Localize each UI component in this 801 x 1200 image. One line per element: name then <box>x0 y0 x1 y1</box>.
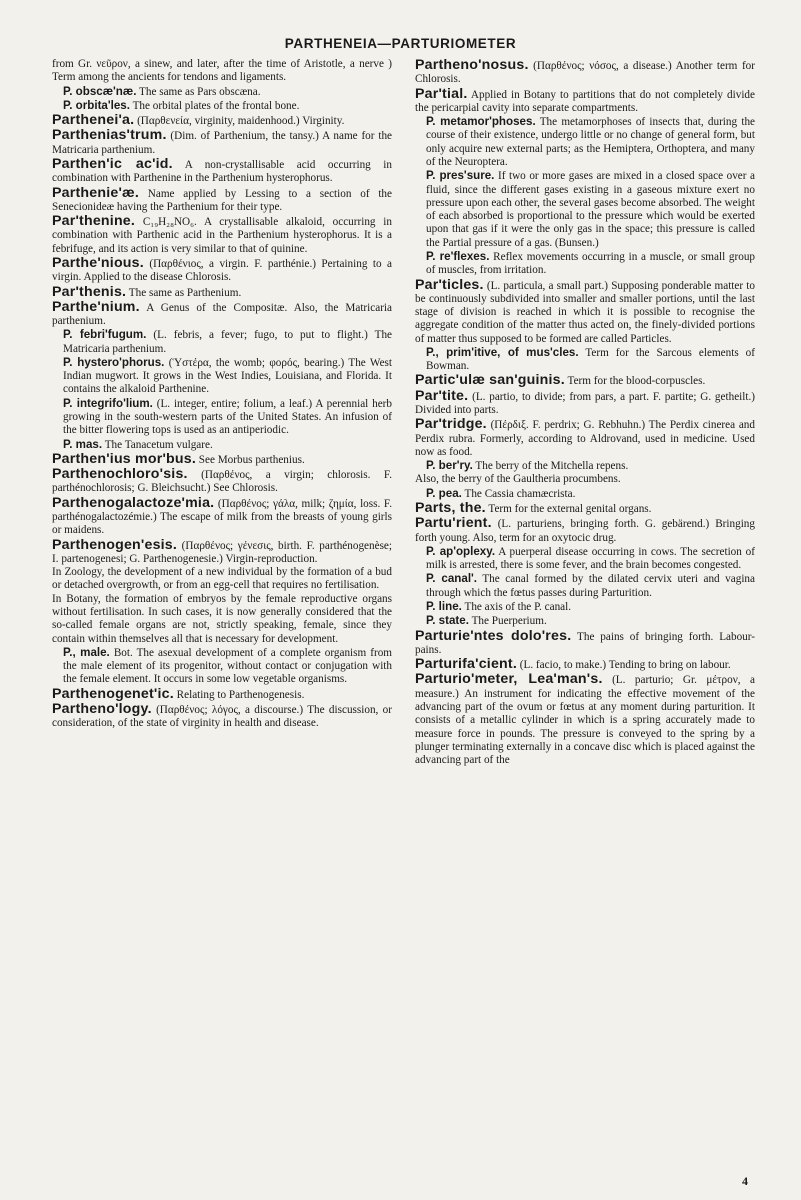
entry-definition: The Tanacetum vulgare. <box>104 438 213 451</box>
entry-definition: In Botany, the formation of embryos by the female reproductive organs without fertilisation. In such cases, it is now generally considered that the so-called female organs are not, strictly speaking, female, since they contain within themselves all that is necessary for development. <box>52 592 392 645</box>
entry-definition: (L. febris, a fever; fugo, to put to flight.) The Matricaria parthenium. <box>63 329 392 355</box>
dictionary-entry <box>415 276 755 346</box>
entry-headword: P. re'flexes. <box>426 249 490 263</box>
entry-headword: P. orbita'les. <box>63 98 130 112</box>
dictionary-entry <box>52 536 392 567</box>
dictionary-entry <box>52 566 392 593</box>
dictionary-entry <box>415 658 755 672</box>
dictionary-entry <box>415 614 755 628</box>
entry-definition: from Gr. νεῦρον, a sinew, and later, after the time of Aristotle, a nerve ) Term among the ancients for tendons and ligaments. <box>52 58 392 84</box>
entry-headword: P. metamor'phoses. <box>426 115 536 129</box>
dictionary-entry <box>52 397 392 438</box>
entry-headword: P. pres'sure. <box>426 169 495 183</box>
left-column <box>52 58 392 731</box>
entry-definition: (L. particula, a small part.) Supposing ponderable matter to be continuously subdivided into smaller and smaller portions, until the last stage of division is reached in which it is possible to recognise the aggregate condition of the matter thus acted on, the finely-divided portions of matter thus supposed to be formed are called Particles. <box>415 279 755 345</box>
entry-headword: P. febri'fugum. <box>63 328 147 342</box>
entry-headword: Parts, the. <box>415 500 486 516</box>
entry-definition: (Παρθένος; γένεσις, birth. F. parthénogenèse; I. partenogenesi; G. Parthenogenesie.) Virgin-reproduction. <box>52 539 392 565</box>
entry-headword: P. state. <box>426 614 469 628</box>
dictionary-entry <box>52 328 392 356</box>
entry-definition: A puerperal disease occurring in cows. The secretion of milk is arrested, there is some fever, and the brain becomes congested. <box>426 545 755 572</box>
entry-definition: (L. parturio; Gr. μέτρον, a measure.) An instrument for indicating the effective movement of the advancing part of the ovum or fœtus at any moment during parturition. It consists of a metallic cylinder in which is a spring accurately made to measure force in pounds. The pressure is conveyed to the spring by a plunger terminating externally in a concave disc which is placed against the advancing part of the <box>415 674 755 767</box>
dictionary-entry <box>415 169 755 250</box>
dictionary-entry <box>415 115 755 169</box>
entry-definition: (Παρθένος; λόγος, a discourse.) The discussion, or consideration, of the state of virginity in health and disease. <box>52 703 393 730</box>
dictionary-entry <box>52 129 392 157</box>
entry-headword: P. obscæ'næ. <box>63 84 137 98</box>
entry-definition: (Παρθένος, a virgin; chlorosis. F. parthénochlorosis; G. Bleichsucht.) See Chlorosis. <box>52 469 392 495</box>
dictionary-entry <box>52 468 392 496</box>
entry-definition: Reflex movements occurring in a muscle, or small group of muscles, from irritation. <box>426 250 756 277</box>
entry-headword: Parthen'ic ac'id. <box>52 155 173 172</box>
entry-definition: The metamorphoses of insects that, during the course of their existence, undergo little or no change of general form, but only acquire new external parts; as the Hemiptera, Orthoptera, and many of the Neuroptera. <box>426 116 755 168</box>
entry-headword: P. integrifo'lium. <box>63 396 153 410</box>
entry-definition: Also, the berry of the Gaultheria procumbens. <box>415 473 621 486</box>
entry-definition: See Morbus parthenius. <box>198 453 305 466</box>
dictionary-entry <box>52 494 393 538</box>
entry-definition: Relating to Parthenogenesis. <box>176 688 305 701</box>
dictionary-entry <box>415 502 755 516</box>
entry-definition: (Πέρδιξ. F. perdrix; G. Rebhuhn.) The Perdix cinerea and Perdix rubra. Formerly, according to Aldrovand, used in medicine. Used now as food. <box>415 419 755 458</box>
dictionary-entry <box>415 627 755 658</box>
dictionary-entry <box>52 646 392 687</box>
entry-headword: Partu'rient. <box>415 515 492 532</box>
dictionary-entry <box>52 685 392 702</box>
entry-definition: Applied in Botany to partitions that do not completely divide the pericarpial cavity into separate compartments. <box>415 88 755 114</box>
dictionary-entry <box>52 58 392 85</box>
entry-definition: (Ὑστέρα, the womb; φορός, bearing.) The West Indian mugwort. It grows in the West Indies, Louisiana, and Florida. It contains the alkaloid Parthenine. <box>63 356 393 396</box>
entry-headword: Parturifa'cient. <box>415 656 517 673</box>
dictionary-entry <box>415 545 755 573</box>
entry-headword: Parthe'nium. <box>52 298 140 315</box>
dictionary-entry <box>415 346 755 374</box>
entry-headword: Parthenei'a. <box>52 112 135 129</box>
dictionary-entry <box>415 459 755 473</box>
entry-definition: Term for the blood-corpuscles. <box>567 375 706 388</box>
entry-definition: The pains of bringing forth. Labour-pains. <box>415 630 755 656</box>
entry-definition: A Genus of the Compositæ. Also, the Matricaria parthenium. <box>52 301 392 328</box>
entry-headword: P., prim'itive, of mus'cles. <box>426 345 579 359</box>
dictionary-entry <box>52 85 392 99</box>
entry-headword: P. hystero'phorus. <box>63 355 165 369</box>
entry-definition: The Puerperium. <box>471 615 547 628</box>
dictionary-entry <box>415 600 755 614</box>
entry-headword: Par'tite. <box>415 387 469 404</box>
dictionary-entry <box>52 450 392 467</box>
entry-definition: (Dim. of Parthenium, the tansy.) A name for the Matricaria parthenium. <box>52 130 392 156</box>
dictionary-entry <box>52 438 392 452</box>
dictionary-entry <box>415 487 755 501</box>
entry-definition: The same as Parthenium. <box>128 286 242 299</box>
entry-headword: P. pea. <box>426 486 462 500</box>
dictionary-entry <box>415 517 755 545</box>
dictionary-entry <box>52 356 392 397</box>
entry-definition: If two or more gases are mixed in a closed space over a fluid, since the different gases existing in a gaseous mixture exert no pressure upon each other, the several gases become absorbed. The weight of each absorbed is proportional to the pressure which would be exerted upon that gas if it were the only gas in the space; this pressure is called the Partial pressure of a gas. (Bunsen.) <box>426 170 756 249</box>
dictionary-entry <box>415 374 755 388</box>
entry-headword: Par'tial. <box>415 85 468 102</box>
dictionary-entry <box>52 298 392 329</box>
entry-definition: (L. integer, entire; folium, a leaf.) A perennial herb growing in the south-western parts of the United States. An infusion of the bitter flowering tops is used as an antiperiodic. <box>63 397 392 437</box>
entry-headword: P. ber'ry. <box>426 459 473 473</box>
entry-headword: Partic'ulæ san'guinis. <box>415 372 565 389</box>
entry-headword: Parthenogalactoze'mia. <box>52 494 215 511</box>
dictionary-entry <box>415 85 755 116</box>
entry-headword: Parthen'ius mor'bus. <box>52 450 196 467</box>
dictionary-entry <box>52 254 392 285</box>
dictionary-entry <box>415 473 755 486</box>
entry-headword: Parthe'nious. <box>52 254 144 271</box>
entry-definition: Term for the external genital organs. <box>488 503 652 515</box>
entry-definition: (Παρθένιος, a virgin. F. parthénie.) Pertaining to a virgin. Applied to the disease Chlorosis. <box>52 257 392 284</box>
entry-headword: P. ap'oplexy. <box>426 544 496 558</box>
entry-definition: The berry of the Mitchella repens. <box>475 460 629 473</box>
entry-definition: (L. facio, to make.) Tending to bring on labour. <box>519 659 731 672</box>
entry-definition: A non-crystallisable acid occurring in combination with Parthenine in the Parthenium hysterophorus. <box>52 158 392 185</box>
entry-headword: Par'thenine. <box>52 213 136 230</box>
entry-definition: The axis of the P. canal. <box>464 600 572 613</box>
entry-definition: Bot. The asexual development of a complete organism from the male element of its progenitor, without contact or conjugation with the female element. It occurs in some low vegetable organisms. <box>63 646 392 686</box>
entry-definition: (Παρθένος; νόσος, a disease.) Another term for Chlorosis. <box>415 60 755 86</box>
entry-headword: Par'tridge. <box>415 416 487 433</box>
entry-definition: (Παρθένος; γάλα, milk; ζημία, loss. F. parthénogalactozémie.) The escape of milk from the breasts of young girls or maidens. <box>52 497 393 537</box>
entry-definition: (L. parturiens, bringing forth. G. gebärend.) Bringing forth young. Also, term for an oxytocic drug. <box>415 518 755 544</box>
dictionary-entry <box>415 250 755 278</box>
entry-definition: Term for the Sarcous elements of Bowman. <box>426 346 755 373</box>
entry-headword: Parthenias'trum. <box>52 127 167 144</box>
entry-definition: (L. partio, to divide; from pars, a part. F. partite; G. getheilt.) Divided into parts. <box>415 390 756 417</box>
entry-headword: Par'ticles. <box>415 276 484 293</box>
dictionary-entry <box>52 593 392 646</box>
dictionary-entry <box>52 114 392 128</box>
entry-headword: P. line. <box>426 599 462 613</box>
dictionary-entry <box>415 418 755 459</box>
right-column <box>415 58 755 767</box>
entry-headword: P. canal'. <box>426 572 478 586</box>
entry-headword: P. mas. <box>63 437 103 451</box>
dictionary-entry <box>52 283 392 300</box>
dictionary-entry <box>415 387 756 418</box>
entry-definition: (Παρθενεία, virginity, maidenhood.) Virginity. <box>137 115 345 128</box>
entry-definition: The Cassia chamæcrista. <box>464 487 576 500</box>
entry-headword: Par'thenis. <box>52 283 127 300</box>
entry-headword: P., male. <box>63 645 110 659</box>
dictionary-entry <box>52 99 392 113</box>
entry-headword: Parthenogenet'ic. <box>52 685 174 702</box>
entry-definition: C₁₉H₂₈NO₆. A crystallisable alkaloid, occurring in combination with Parthenic acid in the Parthenium hysterophorus. It is a febrifuge, and its action is very similar to that of quinine. <box>52 216 392 255</box>
entry-definition: The same as Pars obscæna. <box>139 85 261 98</box>
entry-headword: Parturio'meter, Lea'man's. <box>415 671 603 688</box>
dictionary-entry <box>415 59 755 87</box>
entry-headword: Parthenogen'esis. <box>52 536 178 553</box>
dictionary-entry <box>52 215 392 256</box>
entry-definition: The canal formed by the dilated cervix uteri and vagina through which the fœtus passes during Parturition. <box>426 573 755 599</box>
entry-definition: The orbital plates of the frontal bone. <box>132 99 300 112</box>
entry-headword: Partheno'logy. <box>52 700 152 717</box>
dictionary-entry <box>52 155 392 186</box>
dictionary-entry <box>52 700 393 731</box>
running-head: PARTHENEIA—PARTURIOMETER <box>284 36 517 51</box>
dictionary-entry <box>415 673 755 767</box>
entry-definition: Name applied by Lessing to a section of the Senecionideæ having the Parthenium for their type. <box>52 187 392 213</box>
entry-headword: Partheno'nosus. <box>415 57 529 73</box>
entry-headword: Parturie'ntes dolo'res. <box>415 627 572 644</box>
entry-headword: Parthenie'æ. <box>52 184 139 201</box>
entry-headword: Parthenochloro'sis. <box>52 466 188 483</box>
dictionary-entry <box>52 184 392 215</box>
page-number: 4 <box>742 1174 748 1188</box>
dictionary-entry <box>415 572 755 600</box>
entry-definition: In Zoology, the development of a new individual by the formation of a bud or detached overgrowth, or from an egg-cell that requires no fertilisation. <box>52 566 392 592</box>
